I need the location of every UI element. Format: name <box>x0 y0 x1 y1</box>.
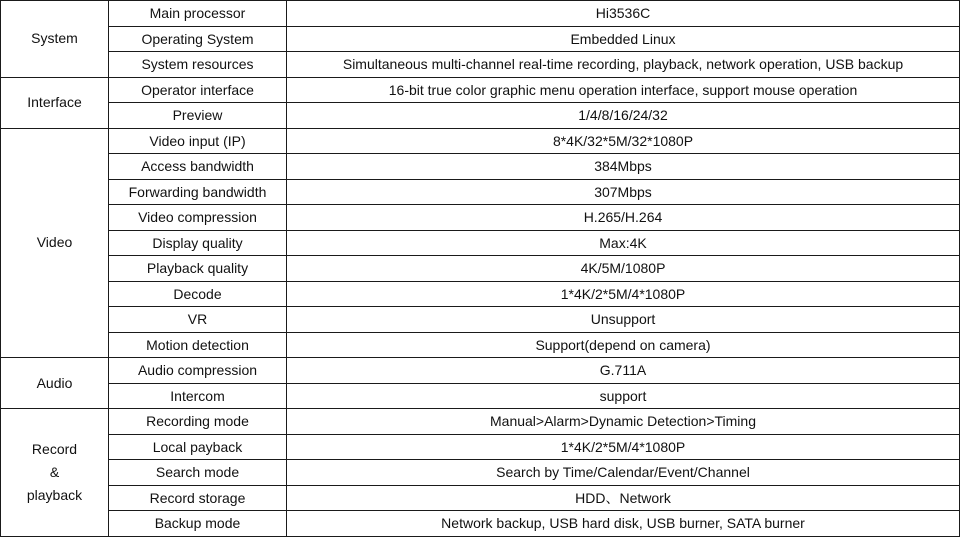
group-label-line: Record <box>31 440 78 457</box>
spec-item: Intercom <box>109 383 287 409</box>
spec-item: Display quality <box>109 230 287 256</box>
table-row <box>1 307 960 333</box>
group-label-line: & <box>49 463 60 480</box>
group-label-record-playback <box>1 409 109 537</box>
spec-value: Max:4K <box>287 230 960 256</box>
table-row <box>1 485 960 511</box>
spec-value: Support(depend on camera) <box>287 332 960 358</box>
spec-item: Motion detection <box>109 332 287 358</box>
table-row <box>1 52 960 78</box>
table-row <box>1 26 960 52</box>
spec-value: HDD、Network <box>287 485 960 511</box>
group-label-audio: Audio <box>1 358 109 409</box>
table-row <box>1 281 960 307</box>
table-row <box>1 1 960 27</box>
spec-item: Operator interface <box>109 77 287 103</box>
spec-item: VR <box>109 307 287 333</box>
table-row <box>1 460 960 486</box>
table-row <box>1 511 960 537</box>
spec-value: Unsupport <box>287 307 960 333</box>
spec-item: Operating System <box>109 26 287 52</box>
table-row <box>1 332 960 358</box>
spec-value: 1/4/8/16/24/32 <box>287 103 960 129</box>
table-row <box>1 409 960 435</box>
spec-value: Manual>Alarm>Dynamic Detection>Timing <box>287 409 960 435</box>
table-row <box>1 230 960 256</box>
spec-value: 8*4K/32*5M/32*1080P <box>287 128 960 154</box>
spec-value: Network backup, USB hard disk, USB burner, SATA burner <box>287 511 960 537</box>
spec-item: Forwarding bandwidth <box>109 179 287 205</box>
table-row <box>1 103 960 129</box>
spec-item: Recording mode <box>109 409 287 435</box>
spec-value: H.265/H.264 <box>287 205 960 231</box>
table-row <box>1 128 960 154</box>
spec-item: Search mode <box>109 460 287 486</box>
table-row <box>1 434 960 460</box>
group-label-line: playback <box>26 486 83 503</box>
spec-item: Main processor <box>109 1 287 27</box>
table-row <box>1 77 960 103</box>
spec-value: 307Mbps <box>287 179 960 205</box>
spec-value: 16-bit true color graphic menu operation interface, support mouse operation <box>287 77 960 103</box>
spec-value: G.711A <box>287 358 960 384</box>
spec-value: 4K/5M/1080P <box>287 256 960 282</box>
spec-item: Playback quality <box>109 256 287 282</box>
spec-value: support <box>287 383 960 409</box>
spec-item: Preview <box>109 103 287 129</box>
spec-item: Local payback <box>109 434 287 460</box>
group-label-interface: Interface <box>1 77 109 128</box>
spec-value: 1*4K/2*5M/4*1080P <box>287 434 960 460</box>
spec-item: Video compression <box>109 205 287 231</box>
spec-item: Video input (IP) <box>109 128 287 154</box>
table-row <box>1 205 960 231</box>
table-row <box>1 358 960 384</box>
spec-value: 384Mbps <box>287 154 960 180</box>
spec-item: Record storage <box>109 485 287 511</box>
spec-value: Simultaneous multi-channel real-time recording, playback, network operation, USB backup <box>287 52 960 78</box>
spec-value: 1*4K/2*5M/4*1080P <box>287 281 960 307</box>
table-row <box>1 179 960 205</box>
spec-item: Access bandwidth <box>109 154 287 180</box>
spec-value: Search by Time/Calendar/Event/Channel <box>287 460 960 486</box>
group-label-video: Video <box>1 128 109 358</box>
table-row <box>1 154 960 180</box>
spec-value: Embedded Linux <box>287 26 960 52</box>
spec-item: Backup mode <box>109 511 287 537</box>
table-row <box>1 383 960 409</box>
spec-item: Decode <box>109 281 287 307</box>
spec-value: Hi3536C <box>287 1 960 27</box>
table-row <box>1 256 960 282</box>
group-label-system: System <box>1 1 109 78</box>
spec-item: System resources <box>109 52 287 78</box>
spec-item: Audio compression <box>109 358 287 384</box>
